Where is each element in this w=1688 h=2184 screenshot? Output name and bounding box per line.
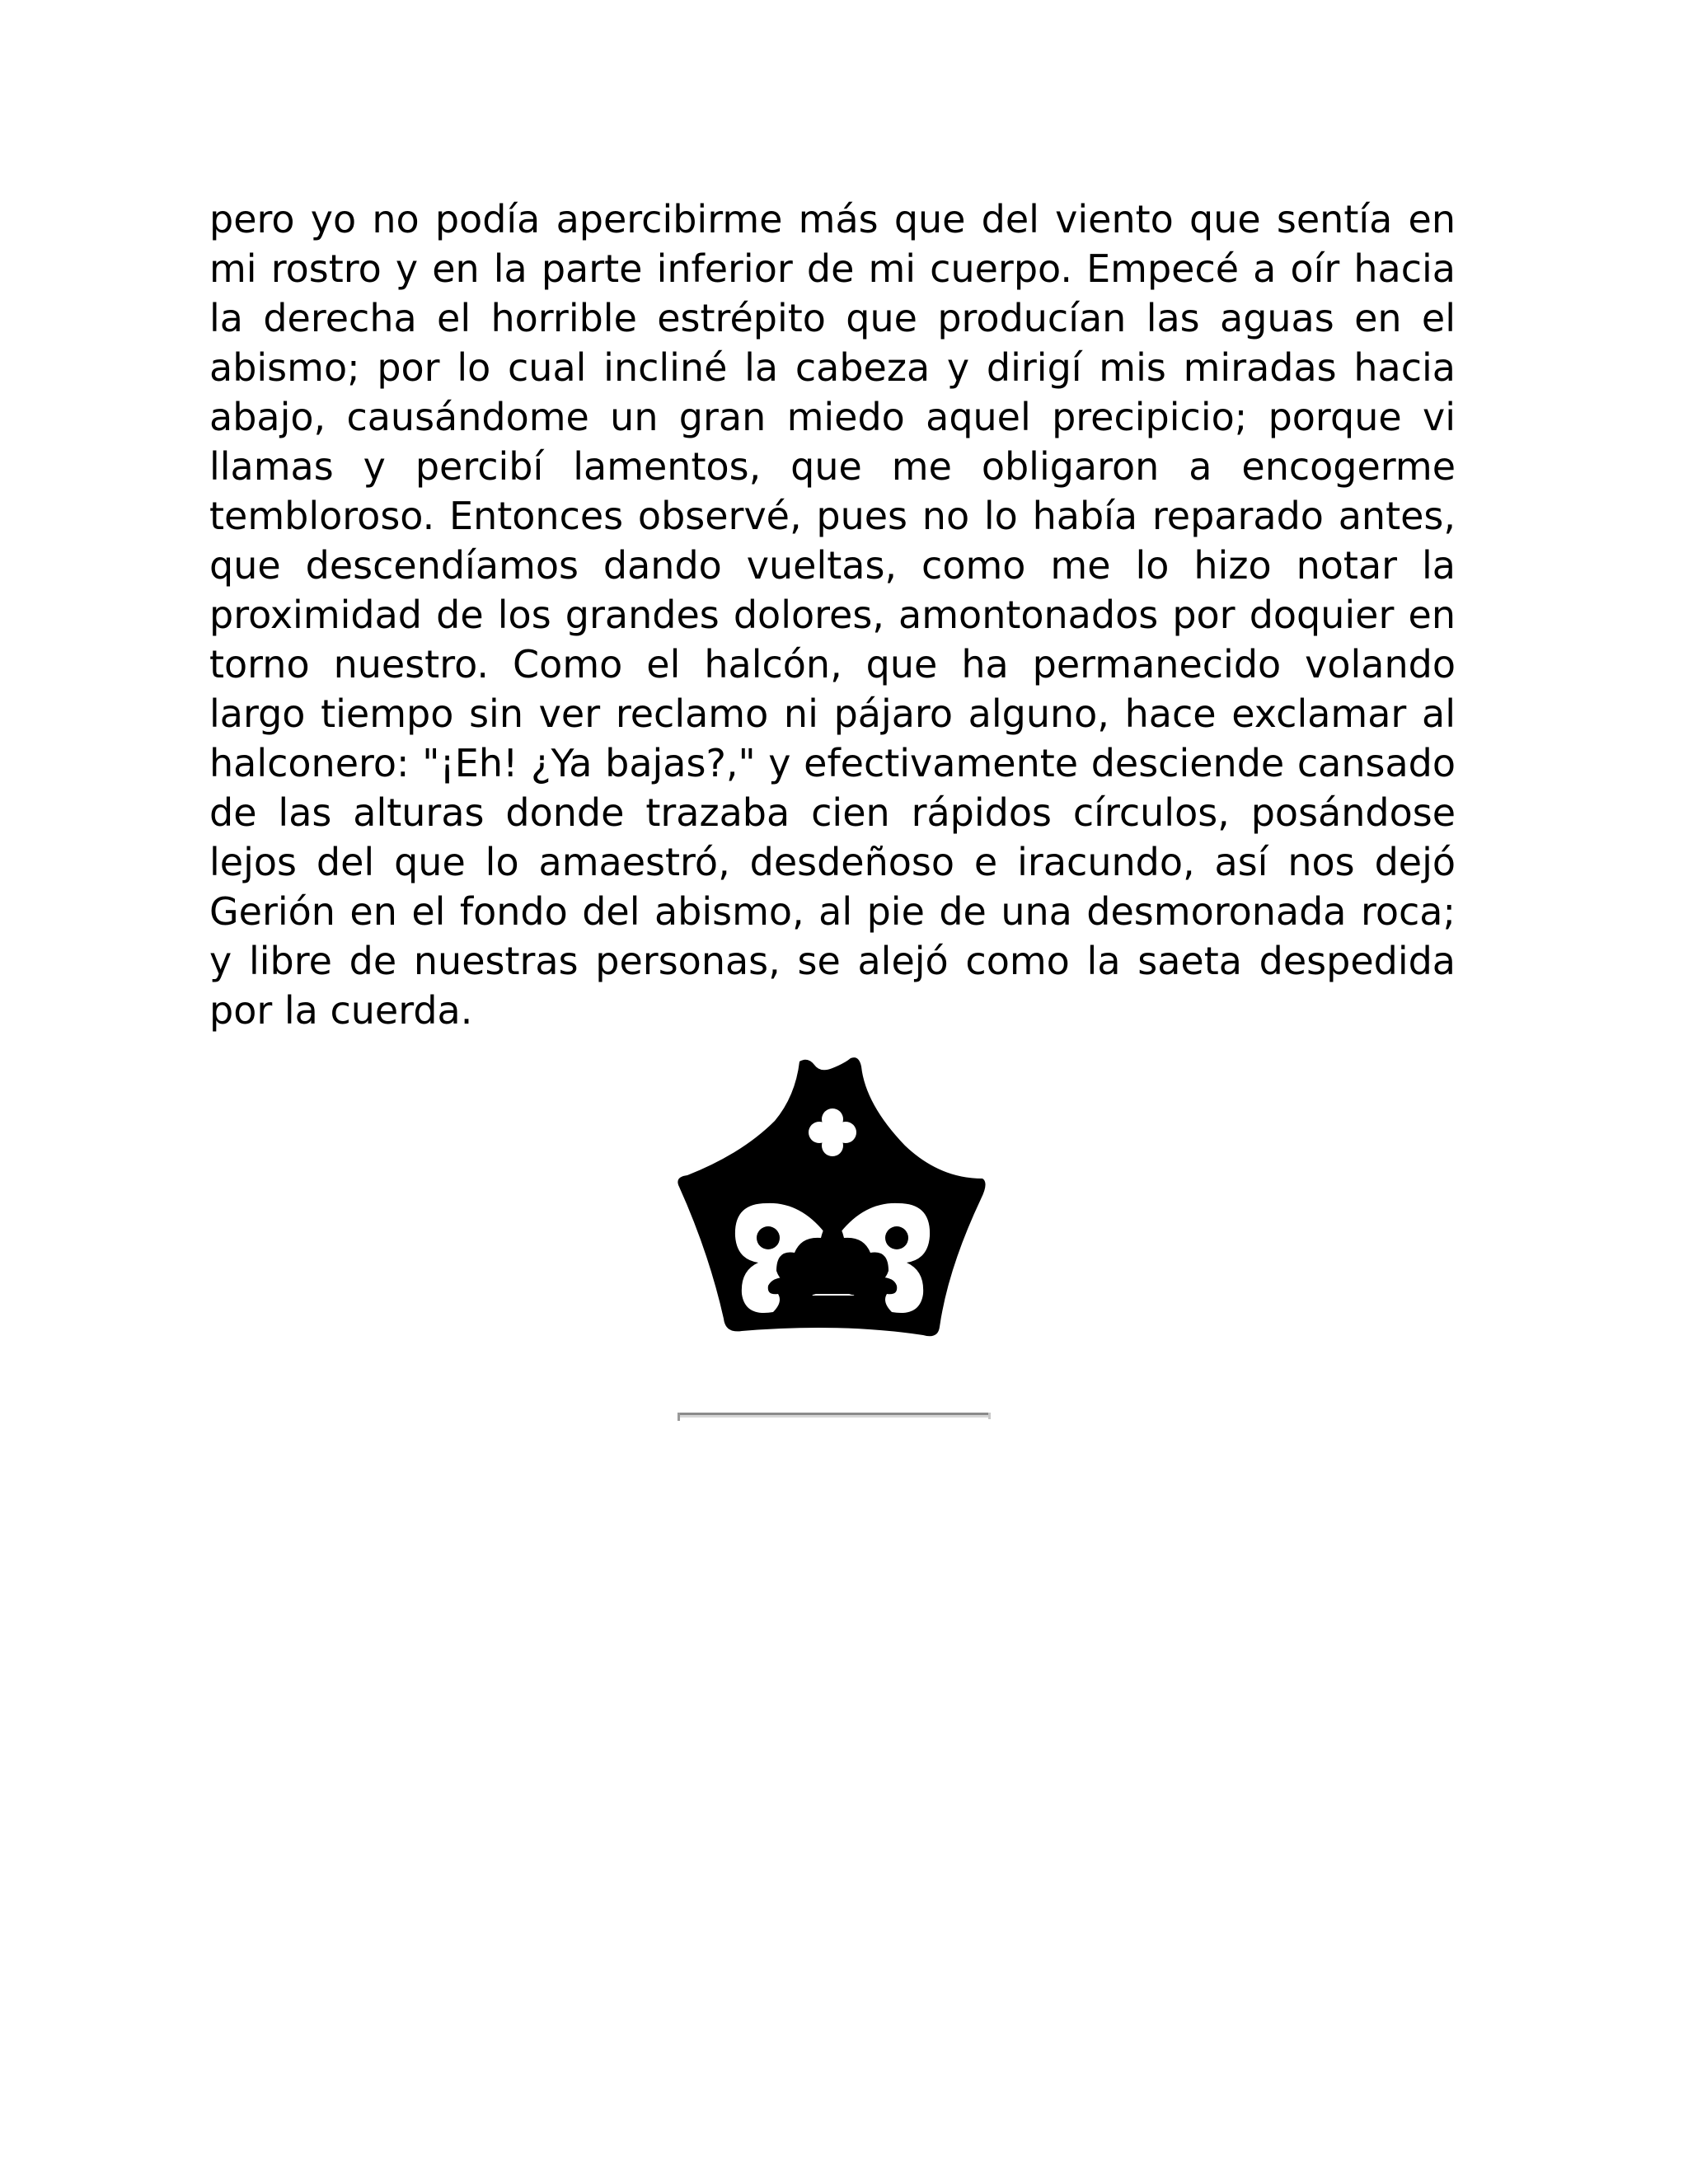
rule-end-right (988, 1413, 991, 1419)
rule-end-left (678, 1413, 680, 1421)
decorative-rule (678, 1413, 991, 1421)
body-paragraph: pero yo no podía apercibirme más que del viento que sentía en mi rostro y en la parte inferior de mi cuerpo. Empecé a oír hacia la derecha el horrible estrépito que producían las aguas en el abismo; por lo cual incliné la cabeza y dirigí mis miradas hacia abajo, causándome un gran miedo aquel precipicio; porque vi llamas y percibí lamentos, que me obligaron a encogerme tembloroso. Entonces observé, pues no lo había reparado antes, que descendíamos dando vueltas, como me lo hizo notar la proximidad de los grandes dolores, amontonados por doquier en torno nuestro. Como el halcón, que ha permanecido volando largo tiempo sin ver reclamo ni pájaro alguno, hace exclamar al halconero: "¡Eh! ¿Ya bajas?," y efectivamente desciende cansado de las alturas donde trazaba cien rápidos círculos, posándose lejos del que lo amaestró, desdeñoso e iracundo, así nos dejó Gerión en el fondo del abismo, al pie de una desmoronada roca; y libre de nuestras personas, se alejó como la saeta despedida por la cuerda. (209, 197, 1456, 1033)
crown-vignette-icon (676, 1055, 989, 1343)
rule-line-bottom (678, 1415, 991, 1418)
